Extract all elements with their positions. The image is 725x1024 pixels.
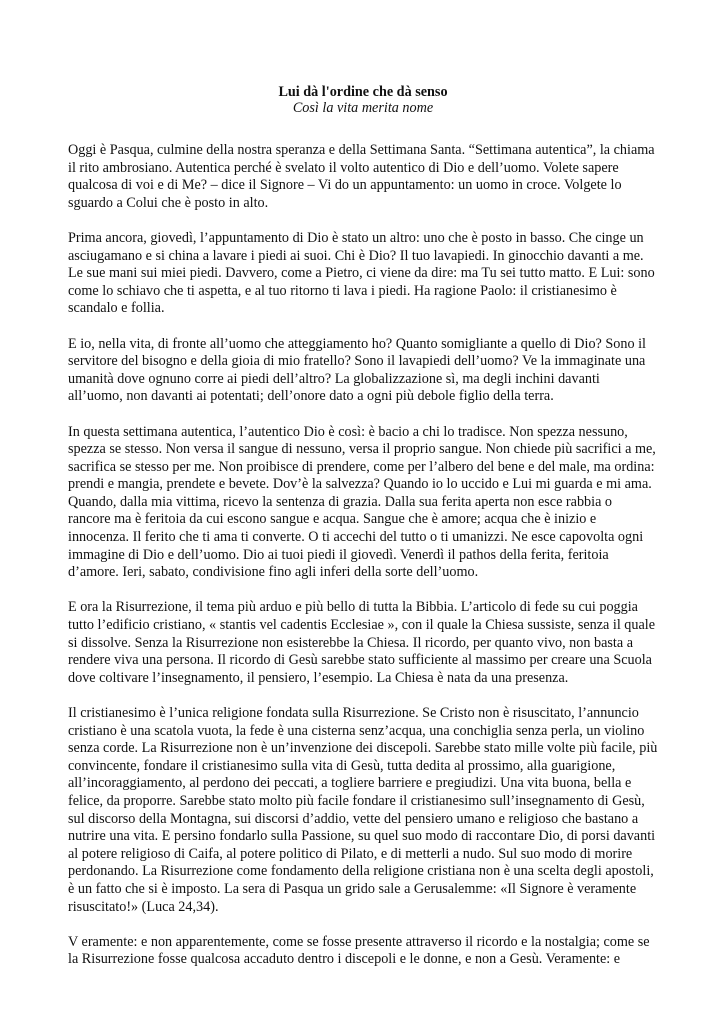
paragraph: Il cristianesimo è l’unica religione fondata sulla Risurrezione. Se Cristo non è risuscitato, l’annuncio cristiano è una scatola vuota, la fede è una cisterna senz’acqua, una conchiglia senza perla, un violino senza corde. La Risurrezione non è un’invenzione dei discepoli. Sarebbe stato mille volte più facile, più convincente, fondare il cristianesimo sulla vita di Gesù, tutta dedita al prossimo, alla guarigione, all’incoraggiamento, al perdono dei peccati, a togliere barriere e pregiudizi. Una vita buona, bella e felice, da proporre. Sarebbe stato molto più facile fondare il cristianesimo sull’insegnamento di Gesù, sul discorso della Montagna, sui discorsi d’addio, vette del pensiero umano e religioso che bastano a nutrire una vita. E persino fondarlo sulla Passione, su quel suo modo di raccontare Dio, di porsi davanti al potere religioso di Caifa, al potere politico di Pilato, e di metterli a nudo. Sul suo modo di morire perdonando. La Risurrezione come fondamento della religione cristiana non è una scelta degli apostoli, è un fatto che si è imposto. La sera di Pasqua un grido sale a Gerusalemme: «Il Signore è veramente risuscitato!» (Luca 24,34).: [68, 705, 658, 915]
paragraph: E ora la Risurrezione, il tema più arduo e più bello di tutta la Bibbia. L’articolo di fede su cui poggia tutto l’edificio cristiano, « stantis vel cadentis Ecclesiae », con il quale la Chiesa sussiste, senza il quale si dissolve. Senza la Risurrezione non esisterebbe la Chiesa. Il ricordo, per quanto vivo, non basta a rendere viva una persona. Il ricordo di Gesù sarebbe stato sufficiente al massimo per creare una Scuola dove coltivare l’insegnamento, il pensiero, l’esempio. La Chiesa è nata da una presenza.: [68, 599, 656, 686]
document-subtitle: Così la vita merita nome: [292, 100, 434, 116]
paragraph: Oggi è Pasqua, culmine della nostra speranza e della Settimana Santa. “Settimana autentica”, la chiama il rito ambrosiano. Autentica perché è svelato il volto autentico di Dio e dell’uomo. Volete sapere qualcosa di voi e di Me? – dice il Signore – Vi do un appuntamento: un uomo in croce. Volgete lo sguardo a Colui che è posto in alto.: [68, 142, 655, 211]
document-title: Lui dà l'ordine che dà senso: [278, 84, 448, 100]
paragraph: In questa settimana autentica, l’autentico Dio è così: è bacio a chi lo tradisce. Non spezza nessuno, spezza se stesso. Non versa il sangue di nessuno, versa il proprio sangue. Non chiede più sacrifici a me, sacrifica se stesso per me. Non proibisce di prendere, come per l’albero del bene e del male, ma ordina: prendi e mangia, prendete e bevete. Dov’è la salvezza? Quando io lo uccido e Lui mi guarda e mi ama. Quando, dalla mia vittima, ricevo la sentenza di grazia. Dalla sua ferita aperta non esce rabbia o rancore ma è feritoia da cui escono sangue e acqua. Sangue che è amore; acqua che è inizio e innocenza. Il ferito che ti ama ti converte. O ti accechi del tutto o ti umanizzi. Ne esce capovolta ogni immagine di Dio e dell’uomo. Dio ai tuoi piedi il giovedì. Venerdì il pathos della ferita, feritoia d’amore. Ieri, sabato, condivisione fino agli inferi della sorte dell’uomo.: [68, 423, 656, 581]
paragraph: Prima ancora, giovedì, l’appuntamento di Dio è stato un altro: uno che è posto in basso. Che cinge un asciugamano e si china a lavare i piedi ai suoi. Chi è Dio? Il tuo lavapiedi. In ginocchio davanti a me. Le sue mani sui miei piedi. Davvero, come a Pietro, ci viene da dire: ma Tu sei tutto matto. E Lui: sono come lo schiavo che ti aspetta, e al tuo ritorno ti lava i piedi. Ha ragione Paolo: il cristianesimo è scandalo e follia.: [68, 229, 655, 317]
title-block: [68, 84, 658, 117]
document-page: [68, 84, 658, 987]
paragraph: V eramente: e non apparentemente, come se fosse presente attraverso il ricordo e la nostalgia; come se la Risurrezione fosse qualcosa accaduto dentro i discepoli e le donne, e non a Gesù. Veramente: e: [68, 933, 650, 968]
paragraph: E io, nella vita, di fronte all’uomo che atteggiamento ho? Quanto somigliante a quello di Dio? Sono il servitore del bisogno e della gioia di mio fratello? Sono il lavapiedi dell’uomo? Ve la immaginate una umanità dove ognuno corre ai piedi dell’altro? La globalizzazione sì, ma degli inchini davanti all’uomo, non davanti ai potentati; dell’onore dato a ogni più debole figlio della terra.: [68, 335, 647, 405]
